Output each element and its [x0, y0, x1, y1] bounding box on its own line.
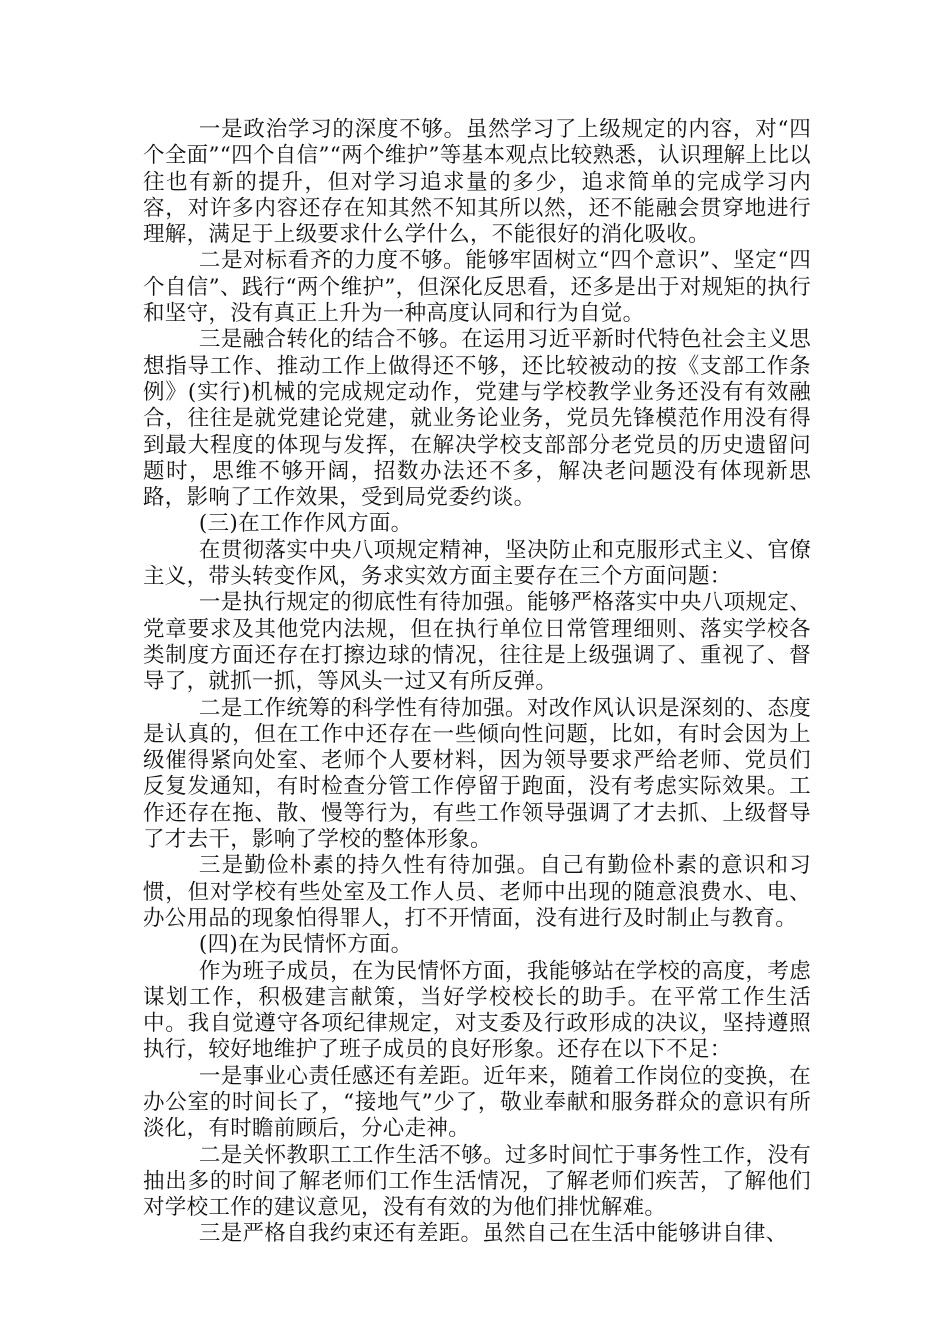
paragraph-frugality: 三是勤俭朴素的持久性有待加强。自己有勤俭朴素的意识和习惯，但对学校有些处室及工作人员、老师中出现的随意浪费水、电、办公用品的现象怕得罪人，打不开情面，没有进行及时制止与教育。	[143, 853, 811, 931]
paragraph-political-study-depth: 一是政治学习的深度不够。虽然学习了上级规定的内容，对“四个全面”“四个自信”“两个维护”等基本观点比较熟悉，认识理解上比以往也有新的提升，但对学习追求量的多少，追求简单的完成学习内容，对许多内容还存在知其然不知其所以然，还不能融会贯穿地进行理解，满足于上级要求什么学什么，不能很好的消化吸收。	[143, 117, 811, 248]
paragraph-alignment-strength: 二是对标看齐的力度不够。能够牢固树立“四个意识”、坚定“四个自信”、践行“两个维护”，但深化反思看，还多是出于对规矩的执行和坚守，没有真正上升为一种高度认同和行为自觉。	[143, 248, 811, 327]
paragraph-staff-care: 二是关怀教职工工作生活不够。过多时间忙于事务性工作，没有抽出多的时间了解老师们工作生活情况，了解老师们疾苦，了解他们对学校工作的建议意见，没有有效的为他们排忧解难。	[143, 1142, 811, 1221]
paragraph-self-discipline: 三是严格自我约束还有差距。虽然自己在生活中能够讲自律、	[198, 1221, 788, 1247]
section-heading-people-care: (四)在为民情怀方面。	[198, 932, 413, 958]
paragraph-integration-conversion: 三是融合转化的结合不够。在运用习近平新时代特色社会主义思想指导工作、推动工作上做得还不够，还比较被动的按《支部工作条例》(实行)机械的完成规定动作，党建与学校教学业务还没有有效融合，往往是就党建论党建，就业务论业务，党员先锋模范作用没有得到最大程度的体现与发挥，在解决学校支部部分老党员的历史遗留问题时，思维不够开阔，招数办法还不多，解决老问题没有体现新思路，影响了工作效果，受到局党委约谈。	[143, 327, 811, 511]
paragraph-work-coordination: 二是工作统筹的科学性有待加强。对改作风认识是深刻的、态度是认真的，但在工作中还存在一些倾向性问题，比如，有时会因为上级催得紧向处室、老师个人要材料，因为领导要求严给老师、党员们反复发通知，有时检查分管工作停留于跑面，没有考虑实际效果。工作还存在拖、散、慢等行为，有些工作领导强调了才去抓、上级督导了才去干，影响了学校的整体形象。	[143, 695, 811, 853]
paragraph-sense-of-responsibility: 一是事业心责任感还有差距。近年来，随着工作岗位的变换，在办公室的时间长了，“接地气”少了，敬业奉献和服务群众的意识有所淡化，有时瞻前顾后，分心走神。	[143, 1063, 811, 1142]
paragraph-people-care-intro: 作为班子成员，在为民情怀方面，我能够站在学校的高度，考虑谋划工作，积极建言献策，当好学校校长的助手。在平常工作生活中。我自觉遵守各项纪律规定，对支委及行政形成的决议，坚持遵照执行，较好地维护了班子成员的良好形象。还存在以下不足：	[143, 958, 811, 1063]
document-body	[143, 117, 811, 1248]
paragraph-work-style-intro: 在贯彻落实中央八项规定精神，坚决防止和克服形式主义、官僚主义，带头转变作风，务求实效方面主要存在三个方面问题：	[143, 537, 811, 590]
section-heading-work-style: (三)在工作作风方面。	[198, 511, 413, 537]
paragraph-rule-enforcement: 一是执行规定的彻底性有待加强。能够严格落实中央八项规定、党章要求及其他党内法规，但在执行单位日常管理细则、落实学校各类制度方面还存在打擦边球的情况，往往是上级强调了、重视了、督导了，就抓一抓，等风头一过又有所反弹。	[143, 590, 811, 695]
